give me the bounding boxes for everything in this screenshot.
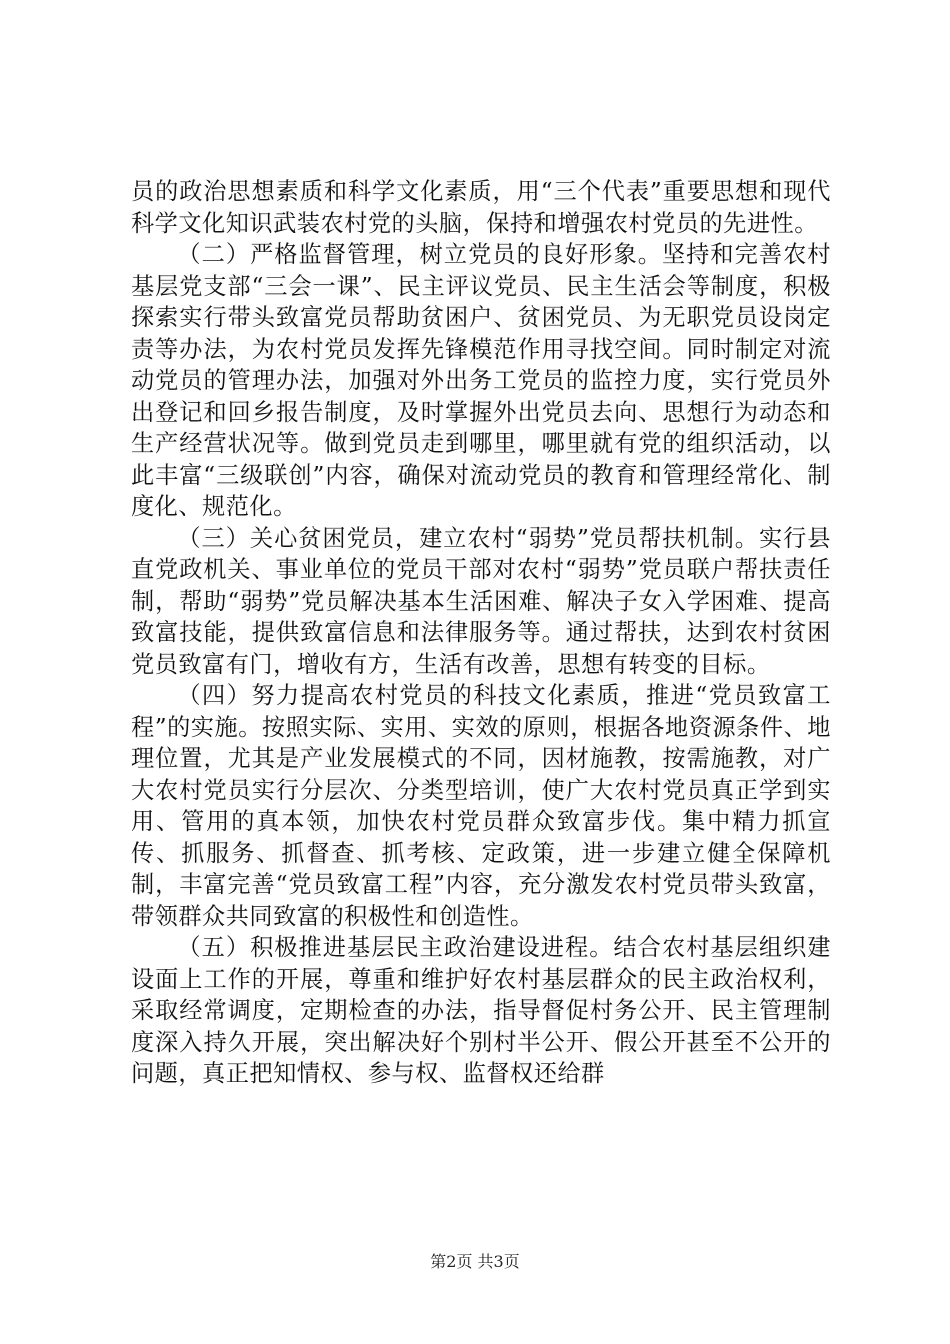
paragraph-section-4: （四）努力提高农村党员的科技文化素质，推进“党员致富工程”的实施。按照实际、实用、实效的原则，根据各地资源条件、地理位置，尤其是产业发展模式的不同，因材施教，按需施教，对广大农村党员实行分层次、分类型培训，使广大农村党员真正学到实用、管用的真本领，加快农村党员群众致富步伐。集中精力抓宣传、抓服务、抓督查、抓考核、定政策，进一步建立健全保障机制，丰富完善“党员致富工程”内容，充分激发农村党员带头致富，带领群众共同致富的积极性和创造性。 [131, 682, 831, 930]
paragraph-section-3: （三）关心贫困党员，建立农村“弱势”党员帮扶机制。实行县直党政机关、事业单位的党员干部对农村“弱势”党员联户帮扶责任制，帮助“弱势”党员解决基本生活困难、解决子女入学困难、提高致富技能，提供致富信息和法律服务等。通过帮扶，达到农村贫困党员致富有门，增收有方，生活有改善，思想有转变的目标。 [131, 524, 831, 678]
paragraph-section-5: （五）积极推进基层民主政治建设进程。结合农村基层组织建设面上工作的开展，尊重和维护好农村基层群众的民主政治权利，采取经常调度，定期检查的办法，指导督促村务公开、民主管理制度深入持久开展，突出解决好个别村半公开、假公开甚至不公开的问题，真正把知情权、参与权、监督权还给群 [131, 934, 831, 1087]
paragraph-continuation: 员的政治思想素质和科学文化素质，用“三个代表”重要思想和现代科学文化知识武装农村党的头脑，保持和增强农村党员的先进性。 [131, 178, 831, 237]
document-body [131, 176, 831, 1090]
page-number: 第2页 共3页 [430, 1252, 520, 1271]
paragraph-section-2: （二）严格监督管理，树立党员的良好形象。坚持和完善农村基层党支部“三会一课”、民主评议党员、民主生活会等制度，积极探索实行带头致富党员帮助贫困户、贫困党员、为无职党员设岗定责等办法，为农村党员发挥先锋模范作用寻找空间。同时制定对流动党员的管理办法，加强对外出务工党员的监控力度，实行党员外出登记和回乡报告制度，及时掌握外出党员去向、思想行为动态和生产经营状况等。做到党员走到哪里，哪里就有党的组织活动，以此丰富“三级联创”内容，确保对流动党员的教育和管理经常化、制度化、规范化。 [131, 241, 831, 520]
page-footer [0, 1252, 950, 1272]
